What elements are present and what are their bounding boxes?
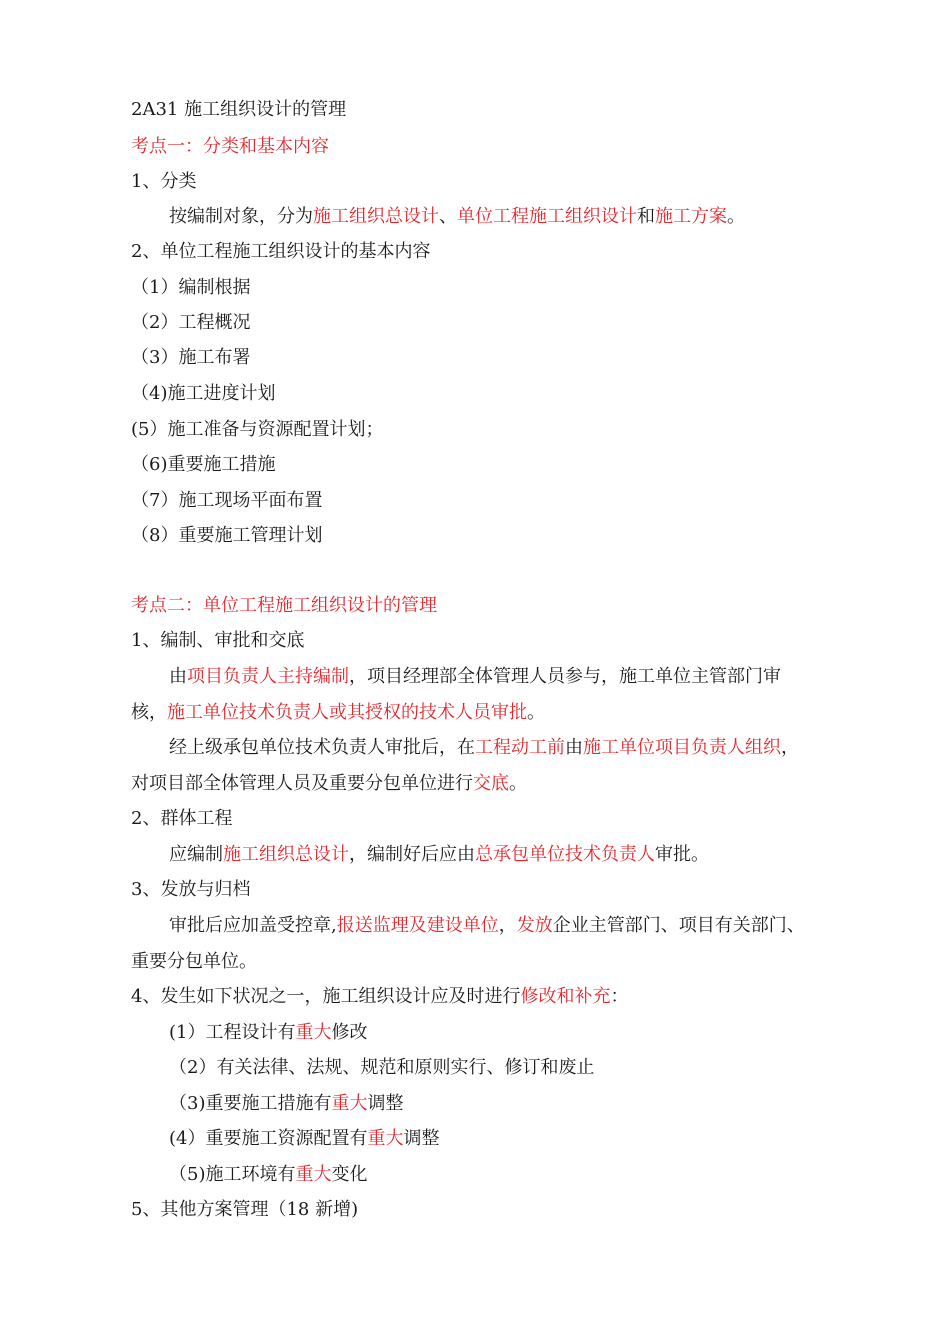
text-segment: 按编制对象，分为 xyxy=(169,206,313,227)
highlight-segment: 重大 xyxy=(331,1093,368,1114)
document-title: 2A31 施工组织设计的管理 xyxy=(131,99,347,120)
text-segment: （2）有关法律、法规、规范和原则实行、修订和废止 xyxy=(169,1057,595,1078)
text-segment: (4）重要施工资源配置有 xyxy=(169,1128,368,1149)
highlight-segment: 重大 xyxy=(295,1164,332,1185)
paragraph-line xyxy=(131,772,527,796)
text-segment: 变化 xyxy=(331,1164,368,1185)
text-segment: 经上级承包单位技术负责人审批后，在 xyxy=(169,737,475,758)
highlight-segment: 施工组织总设计 xyxy=(313,206,439,227)
paragraph-line xyxy=(169,736,799,760)
text-segment: 。 xyxy=(527,702,545,723)
text-segment: 审批。 xyxy=(655,844,709,865)
text-segment: 由 xyxy=(169,666,187,687)
condition-item xyxy=(169,1092,403,1116)
text-segment: （3)重要施工措施有 xyxy=(169,1093,332,1114)
content-list-item: （6)重要施工措施 xyxy=(131,454,276,475)
content-list-item: （1）编制根据 xyxy=(131,277,251,298)
point1-section1-body xyxy=(169,205,745,229)
highlight-segment: 施工单位项目负责人组织 xyxy=(583,737,781,758)
paragraph-line xyxy=(169,914,805,938)
point2-section5-title: 5、其他方案管理（18 新增) xyxy=(131,1199,359,1220)
content-list-item: (5）施工准备与资源配置计划； xyxy=(131,419,384,440)
point2-heading: 考点二：单位工程施工组织设计的管理 xyxy=(131,595,437,616)
text-segment: 核， xyxy=(131,702,167,723)
point1-heading: 考点一：分类和基本内容 xyxy=(131,136,329,157)
text-segment: 、 xyxy=(439,206,457,227)
content-list-item: （4)施工进度计划 xyxy=(131,383,276,404)
text-segment: 应编制 xyxy=(169,844,223,865)
highlight-segment: 发放 xyxy=(516,915,553,936)
paragraph-line xyxy=(131,701,545,725)
text-segment: 调整 xyxy=(367,1093,404,1114)
content-list-item: （2）工程概况 xyxy=(131,312,251,333)
highlight-segment: 施工组织总设计 xyxy=(223,844,349,865)
point2-section1-title: 1、编制、审批和交底 xyxy=(131,630,305,651)
text-segment: 审批后应加盖受控章, xyxy=(169,915,337,936)
text-segment: 修改 xyxy=(331,1022,368,1043)
text-segment: ， xyxy=(781,737,799,758)
highlight-segment: 工程动工前 xyxy=(475,737,565,758)
highlight-segment: 施工方案 xyxy=(655,206,727,227)
text-segment: 调整 xyxy=(403,1128,440,1149)
text-segment: (1）工程设计有 xyxy=(169,1022,296,1043)
condition-item xyxy=(169,1056,594,1080)
text-segment: 。 xyxy=(727,206,745,227)
highlight-segment: 重大 xyxy=(367,1128,404,1149)
highlight-segment: 报送监理及建设单位 xyxy=(336,915,499,936)
text-segment: 4、发生如下状况之一，施工组织设计应及时进行 xyxy=(131,986,521,1007)
paragraph-line xyxy=(169,665,781,689)
point2-section4-title xyxy=(131,985,628,1009)
highlight-segment: 交底 xyxy=(473,773,509,794)
text-segment: 由 xyxy=(565,737,583,758)
point2-section2-title: 2、群体工程 xyxy=(131,808,233,829)
content-list-item: （8）重要施工管理计划 xyxy=(131,525,323,546)
highlight-segment: 单位工程施工组织设计 xyxy=(457,206,637,227)
point1-section1-title: 1、分类 xyxy=(131,171,197,192)
text-segment: 和 xyxy=(637,206,655,227)
highlight-segment: 总承包单位技术负责人 xyxy=(475,844,655,865)
content-list-item: （3）施工布署 xyxy=(131,347,251,368)
point1-section2-title: 2、单位工程施工组织设计的基本内容 xyxy=(131,241,431,262)
content-list-item: （7）施工现场平面布置 xyxy=(131,490,323,511)
condition-item xyxy=(169,1163,367,1187)
highlight-segment: 施工单位技术负责人或其授权的技术人员审批 xyxy=(167,702,527,723)
text-segment: ，项目经理部全体管理人员参与，施工单位主管部门审 xyxy=(349,666,781,687)
highlight-segment: 项目负责人主持编制 xyxy=(187,666,349,687)
point2-section3-title: 3、发放与归档 xyxy=(131,879,251,900)
paragraph-line xyxy=(169,843,709,867)
highlight-segment: 重大 xyxy=(295,1022,332,1043)
text-segment: （5)施工环境有 xyxy=(169,1164,296,1185)
condition-item xyxy=(169,1021,367,1045)
text-segment: ： xyxy=(610,986,629,1007)
text-segment: 。 xyxy=(509,773,527,794)
text-segment: ，编制好后应由 xyxy=(349,844,475,865)
text-segment: ， xyxy=(498,915,517,936)
paragraph-line: 重要分包单位。 xyxy=(131,951,257,972)
text-segment: 企业主管部门、项目有关部门、 xyxy=(552,915,805,936)
condition-item xyxy=(169,1127,439,1151)
highlight-segment: 修改和补充 xyxy=(520,986,611,1007)
text-segment: 对项目部全体管理人员及重要分包单位进行 xyxy=(131,773,473,794)
